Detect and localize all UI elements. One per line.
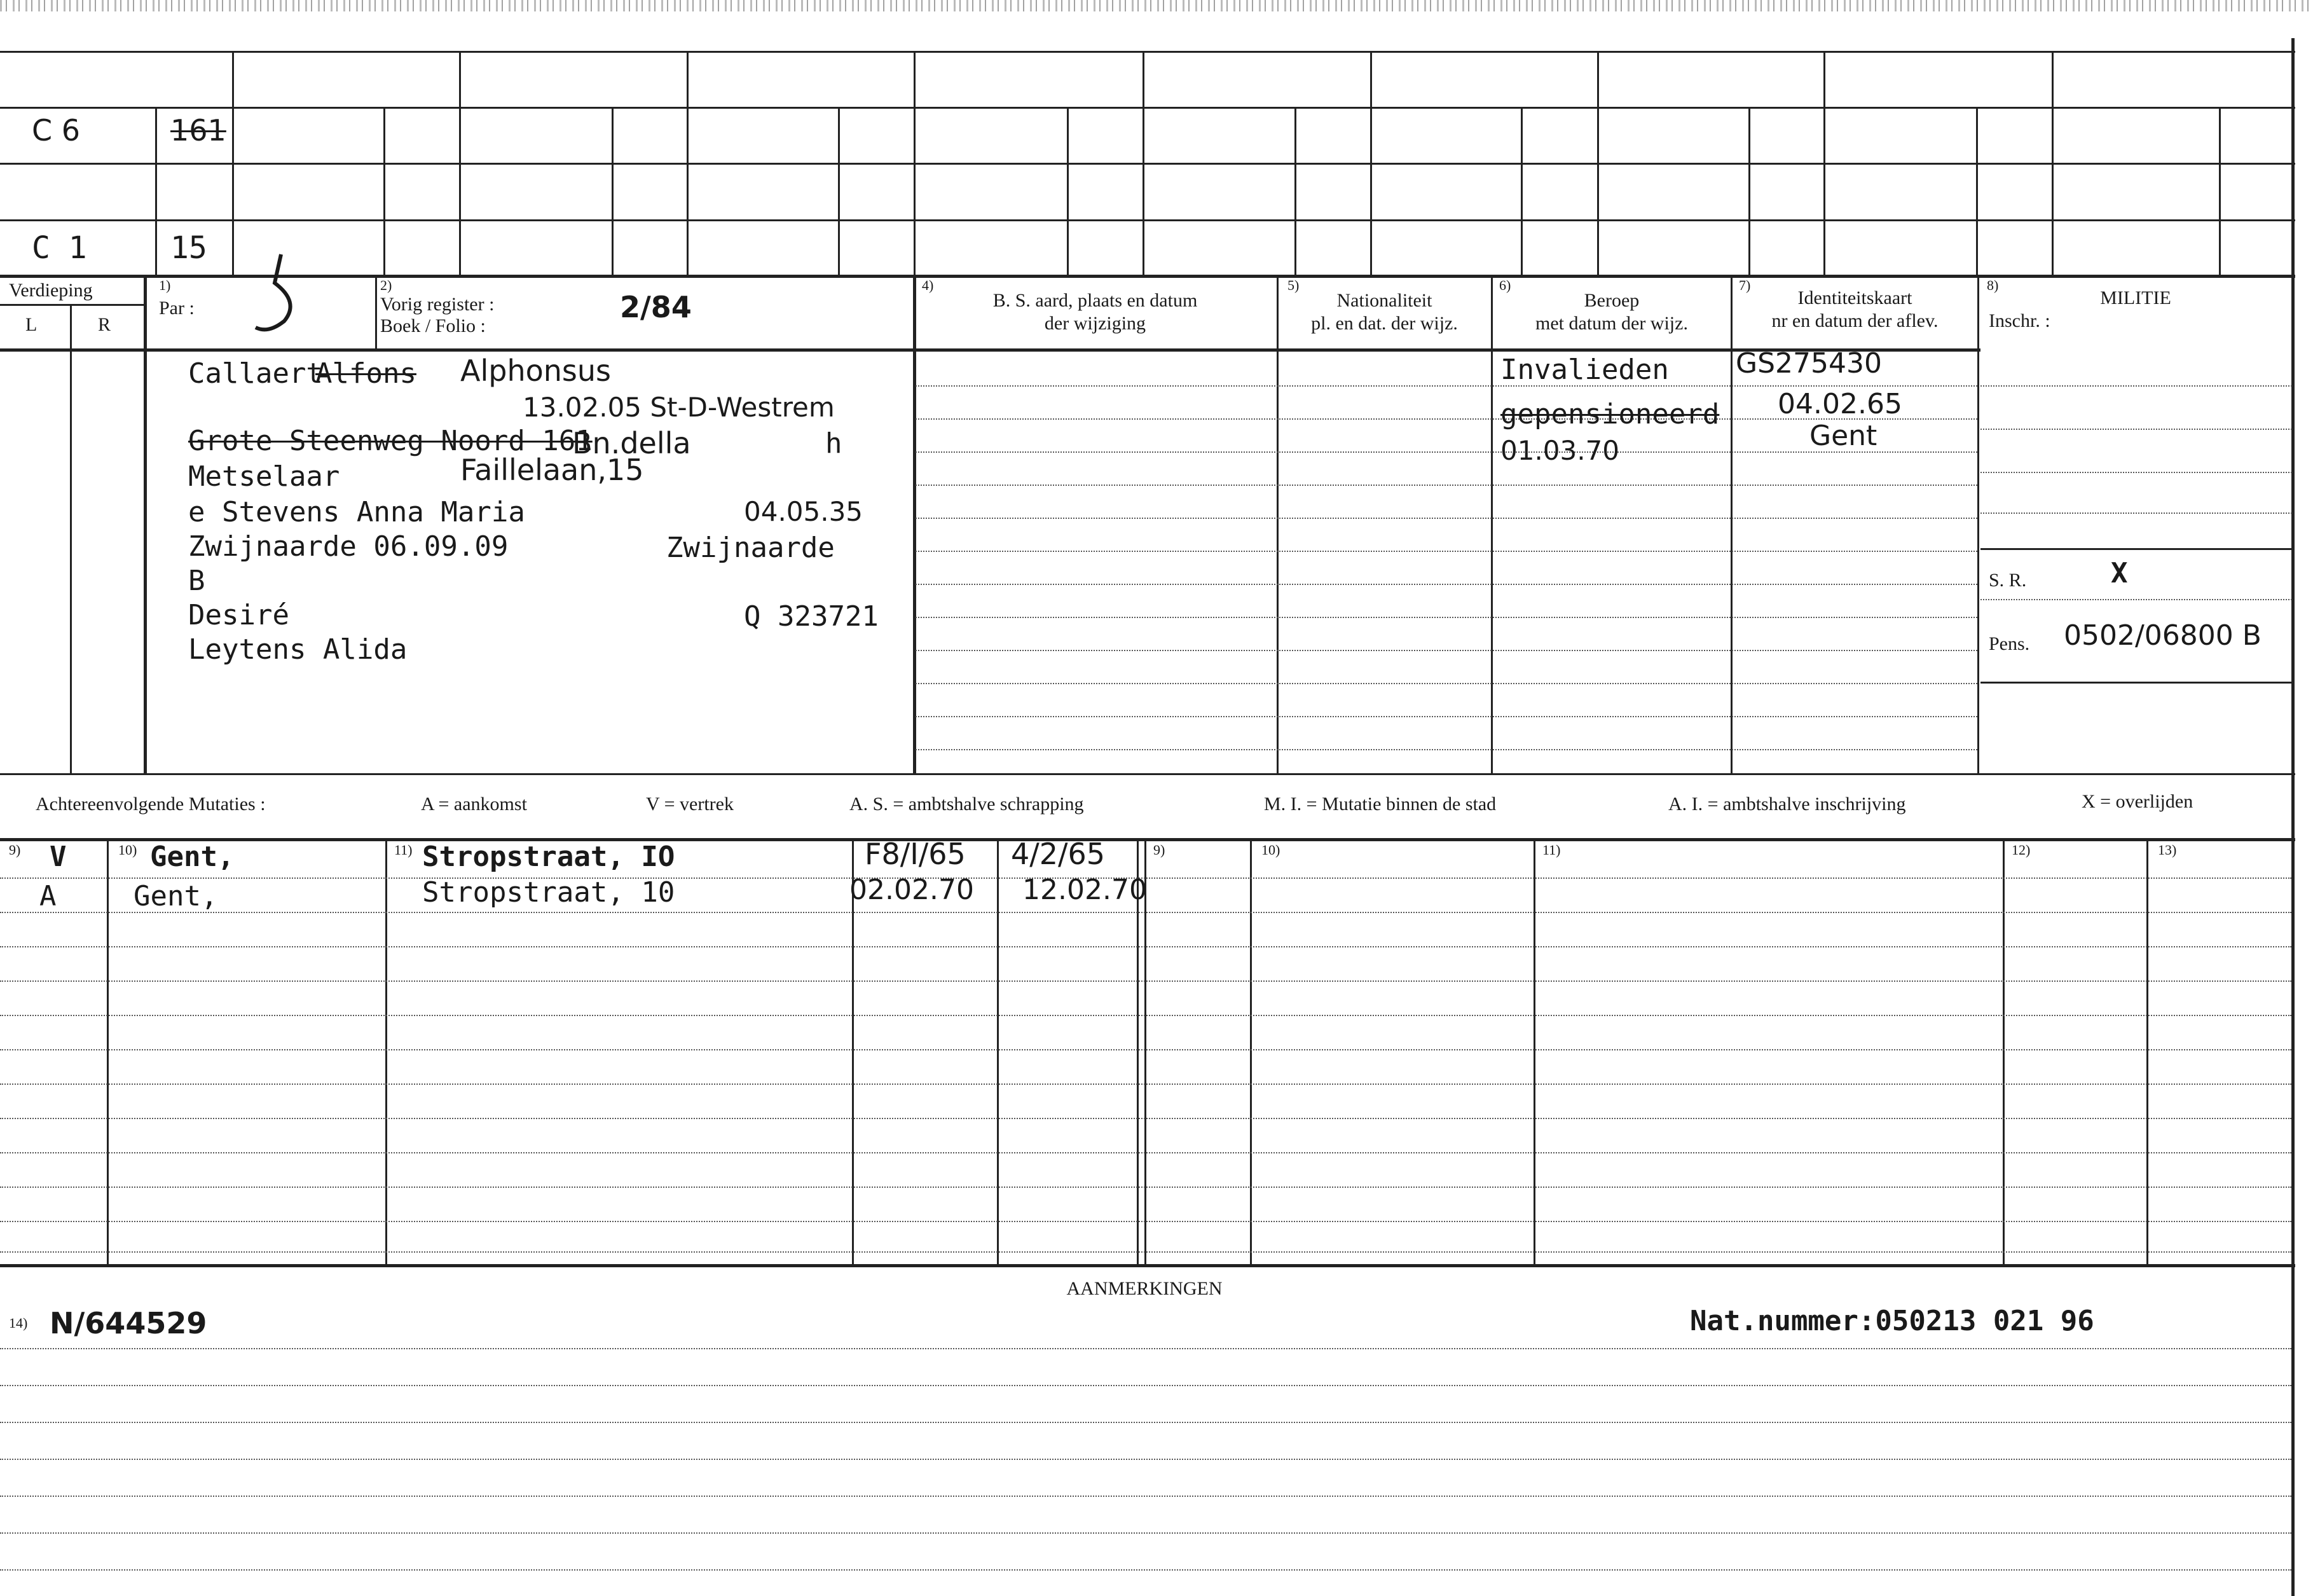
new-address-1: Bn.della — [572, 426, 691, 460]
bs-header-2: der wijziging — [1044, 313, 1146, 334]
mutation-date-2: 12.02.70 — [1022, 874, 1147, 906]
remarks-code: N/644529 — [50, 1306, 207, 1340]
grid-line — [1977, 276, 1979, 774]
struck-given-name: Alfons — [315, 357, 416, 390]
pens-label: Pens. — [1989, 633, 2030, 654]
grid-line — [1370, 51, 1372, 275]
legend-mi: M. I. = Mutatie binnen de stad — [1264, 794, 1497, 815]
grid-line — [232, 51, 234, 275]
grid-line — [838, 107, 840, 275]
occupation: Metselaar — [188, 460, 340, 493]
grid-line — [0, 838, 2295, 841]
grid-line — [0, 51, 2295, 53]
field-number: 9) — [9, 842, 21, 858]
field-number: 11) — [394, 842, 413, 858]
legend-as: A. S. = ambtshalve schrapping — [849, 794, 1084, 815]
given-name: Alphonsus — [460, 354, 611, 388]
legend-x: X = overlijden — [2082, 791, 2193, 812]
marriage-place: Zwijnaarde — [666, 532, 835, 564]
mutation-city: Gent, — [134, 880, 218, 912]
boek-folio-label: Boek / Folio : — [380, 315, 486, 336]
vorig-register-value: 2/84 — [620, 290, 692, 324]
grid-line — [144, 276, 147, 774]
sr-value: X — [2111, 557, 2128, 589]
grid-line — [0, 1264, 2295, 1267]
grid-line — [1823, 51, 1825, 275]
remarks-title: AANMERKINGEN — [1066, 1278, 1223, 1299]
right-border — [2291, 38, 2295, 1596]
grid-line — [375, 276, 377, 348]
field-number: 14) — [9, 1315, 28, 1331]
beroep-2: gepensioneerd — [1500, 398, 1720, 430]
top-code-1: C 6 — [32, 113, 81, 148]
grid-line — [2052, 51, 2054, 275]
field-number: 5) — [1287, 277, 1300, 293]
code: Q 323721 — [744, 600, 879, 633]
mutation-street: Stropstraat, 10 — [422, 876, 675, 909]
militie-header: MILITIE — [2100, 287, 2171, 308]
beroep-3: 01.03.70 — [1500, 435, 1620, 466]
id-header-1: Identiteitskaart — [1797, 287, 1912, 308]
grid-line — [1521, 107, 1523, 275]
grid-line — [1294, 107, 1296, 275]
field-number: 4) — [922, 277, 934, 293]
grid-line — [1976, 107, 1978, 275]
grid-line — [1491, 276, 1493, 774]
top-code-3: C 1 — [32, 230, 87, 266]
grid-line — [0, 219, 2295, 221]
grid-line — [1597, 51, 1599, 275]
id-place: Gent — [1809, 420, 1877, 452]
grid-line — [0, 107, 2295, 109]
new-address-2: Faillelaan,15 — [460, 453, 644, 487]
l-label: L — [25, 314, 38, 335]
beroep-header-1: Beroep — [1584, 290, 1640, 311]
father: Desiré — [188, 599, 289, 631]
mutation-city: Gent, — [150, 841, 235, 873]
legend-v: V = vertrek — [646, 794, 734, 815]
verdieping-label: Verdieping — [9, 280, 93, 301]
mutation-street: Stropstraat, IO — [422, 841, 675, 873]
grid-line — [0, 275, 2295, 278]
surname: Callaert — [188, 357, 323, 390]
grid-line — [1748, 107, 1750, 275]
field-number: 13) — [2158, 842, 2177, 858]
grid-line — [70, 304, 72, 774]
national-number: Nat.nummer:050213 021 96 — [1690, 1305, 2094, 1337]
mutation-date-1: F8/I/65 — [865, 837, 966, 871]
grid-line — [687, 51, 689, 275]
grid-line — [459, 51, 461, 275]
legend-a: A = aankomst — [421, 794, 527, 815]
beroep-1: Invalieden — [1500, 354, 1669, 386]
legend-title: Achtereenvolgende Mutaties : — [36, 794, 266, 815]
marker-b: B — [188, 565, 205, 597]
beroep-header-2: met datum der wijz. — [1535, 313, 1688, 334]
id-number: GS275430 — [1736, 347, 1882, 380]
field-number: 7) — [1739, 277, 1751, 293]
field-number: 6) — [1499, 277, 1511, 293]
inschr-label: Inschr. : — [1989, 310, 2050, 331]
mutation-type: A — [39, 880, 57, 912]
mother: Leytens Alida — [188, 633, 408, 666]
grid-line — [0, 773, 2295, 775]
top-code-4: 15 — [170, 230, 207, 266]
mutation-date-1: 02.02.70 — [849, 874, 974, 906]
sr-label: S. R. — [1989, 570, 2027, 591]
mutation-date-2: 4/2/65 — [1011, 837, 1106, 871]
grid-line — [0, 348, 1980, 352]
field-number: 2) — [380, 277, 392, 293]
par-label: Par : — [159, 298, 195, 319]
id-date: 04.02.65 — [1778, 388, 1902, 420]
spouse: e Stevens Anna Maria — [188, 496, 525, 528]
field-number: 10) — [1261, 842, 1280, 858]
old-address: Grote Steenweg Noord 161 — [188, 425, 593, 457]
pens-value: 0502/06800 B — [2064, 619, 2262, 652]
grid-line — [1277, 276, 1279, 774]
legend-ai: A. I. = ambtshalve inschrijving — [1668, 794, 1906, 815]
mutation-type: V — [50, 841, 67, 873]
scan-noise-strip — [0, 0, 2313, 11]
grid-line — [1067, 107, 1069, 275]
grid-line — [0, 163, 2295, 165]
household-mark: h — [825, 427, 842, 460]
top-code-2: 161 — [170, 113, 226, 148]
marriage-date: 04.05.35 — [744, 496, 863, 527]
grid-line — [2219, 107, 2221, 275]
r-label: R — [98, 314, 111, 335]
vorig-register-label: Vorig register : — [380, 294, 495, 315]
nat-header-1: Nationaliteit — [1336, 290, 1432, 311]
field-number: 8) — [1987, 277, 1999, 293]
grid-line — [913, 276, 916, 774]
grid-line — [1143, 51, 1144, 275]
grid-line — [914, 51, 916, 275]
grid-line — [0, 304, 144, 306]
field-number: 10) — [118, 842, 137, 858]
field-number: 9) — [1153, 842, 1165, 858]
nat-header-2: pl. en dat. der wijz. — [1311, 313, 1458, 334]
field-number: 11) — [1542, 842, 1561, 858]
birth-date-place: 13.02.05 St-D-Westrem — [523, 392, 835, 423]
field-number: 1) — [159, 277, 171, 293]
grid-line — [612, 107, 614, 275]
grid-line — [155, 107, 157, 275]
par-signature — [249, 251, 306, 347]
field-number: 12) — [2012, 842, 2031, 858]
grid-line — [1731, 276, 1733, 774]
bs-header-1: B. S. aard, plaats en datum — [992, 290, 1198, 311]
spouse-birth: Zwijnaarde 06.09.09 — [188, 530, 509, 563]
id-header-2: nr en datum der aflev. — [1771, 310, 1939, 331]
grid-line — [383, 107, 385, 275]
